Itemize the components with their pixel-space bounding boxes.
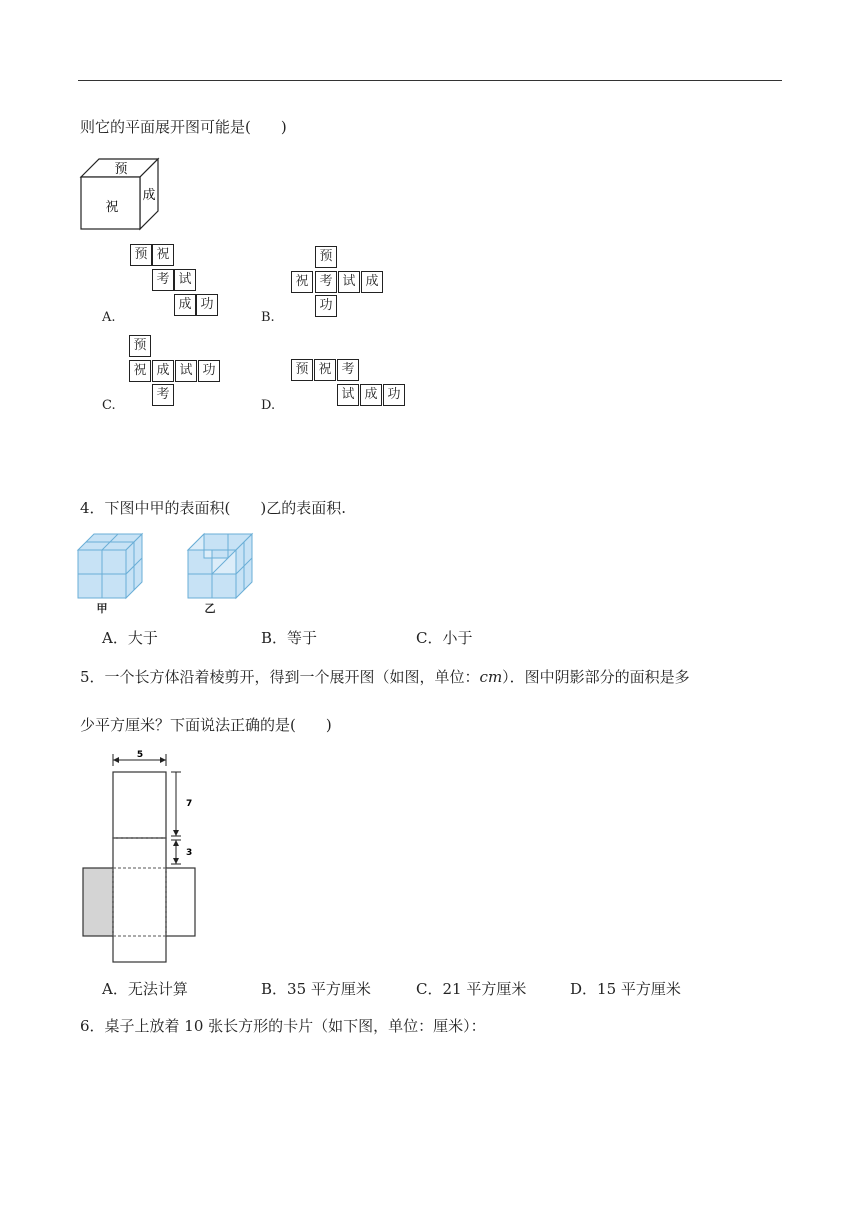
net-a-cell: 成	[174, 294, 196, 316]
net-b-cell: 考	[315, 271, 337, 293]
q4-figure-jia	[76, 532, 146, 615]
net-d-cell: 预	[291, 359, 313, 381]
q3-cube-figure	[78, 155, 168, 225]
q4-stem: 4．下图中甲的表面积( )乙的表面积.	[80, 499, 347, 517]
q5-option-a[interactable]: A．无法计算	[102, 980, 188, 998]
q5-stem-line2: 少平方厘米？下面说法正确的是( )	[80, 716, 332, 734]
net-d-cell: 祝	[314, 359, 336, 381]
net-d-cell: 试	[337, 384, 359, 406]
q4-option-b[interactable]: B．等于	[261, 629, 318, 647]
net-b-cell: 祝	[291, 271, 313, 293]
label-yi: 乙	[204, 602, 216, 615]
net-b-cell: 试	[338, 271, 360, 293]
net-c-cell: 功	[198, 360, 220, 382]
q5-stem-part1: 5．一个长方体沿着棱剪开，得到一个展开图（如图，单位：	[80, 668, 480, 686]
net-b-cell: 预	[315, 246, 337, 268]
q4-option-a[interactable]: A．大于	[102, 629, 158, 647]
q5-option-d[interactable]: D．15 平方厘米	[570, 980, 681, 998]
option-c-label: C.	[102, 398, 116, 413]
q5-stem-line1	[80, 670, 690, 685]
option-d-label: D.	[261, 398, 276, 413]
option-a-label: A.	[102, 310, 116, 325]
net-c-cell: 试	[175, 360, 197, 382]
cube-top-face: 预	[114, 162, 128, 177]
net-d-cell: 成	[360, 384, 382, 406]
label-jia: 甲	[96, 602, 108, 615]
q5-option-b[interactable]: B．35 平方厘米	[261, 980, 371, 998]
net-a-cell: 试	[174, 269, 196, 291]
dim-width: 5	[136, 750, 144, 760]
net-a-cell: 祝	[152, 244, 174, 266]
option-b-label: B.	[261, 310, 275, 325]
net-a-cell: 考	[152, 269, 174, 291]
dim-height: 7	[186, 799, 193, 809]
net-d-cell: 功	[383, 384, 405, 406]
q5-stem-part2: ）．图中阴影部分的面积是多	[502, 668, 690, 686]
dim-depth: 3	[186, 848, 193, 858]
q4-option-c[interactable]: C．小于	[416, 629, 473, 647]
net-c-cell: 考	[152, 384, 174, 406]
header-rule	[78, 80, 782, 81]
net-c-cell: 成	[152, 360, 174, 382]
shaded-face	[83, 868, 113, 936]
net-a-cell: 预	[130, 244, 152, 266]
q5-net-figure	[78, 750, 208, 970]
cube-side-face: 成	[142, 188, 156, 203]
q5-stem-unit: cm	[479, 668, 503, 686]
net-b-cell: 成	[361, 271, 383, 293]
cube-front-face: 祝	[105, 200, 119, 215]
q5-option-c[interactable]: C．21 平方厘米	[416, 980, 527, 998]
net-d-cell: 考	[337, 359, 359, 381]
q3-stem: 则它的平面展开图可能是( )	[80, 118, 287, 136]
net-b-cell: 功	[315, 295, 337, 317]
q6-stem: 6．桌子上放着 10 张长方形的卡片（如下图，单位：厘米）：	[80, 1017, 486, 1035]
net-c-cell: 祝	[129, 360, 151, 382]
net-c-cell: 预	[129, 335, 151, 357]
q4-figure-yi	[186, 532, 256, 615]
net-a-cell: 功	[196, 294, 218, 316]
